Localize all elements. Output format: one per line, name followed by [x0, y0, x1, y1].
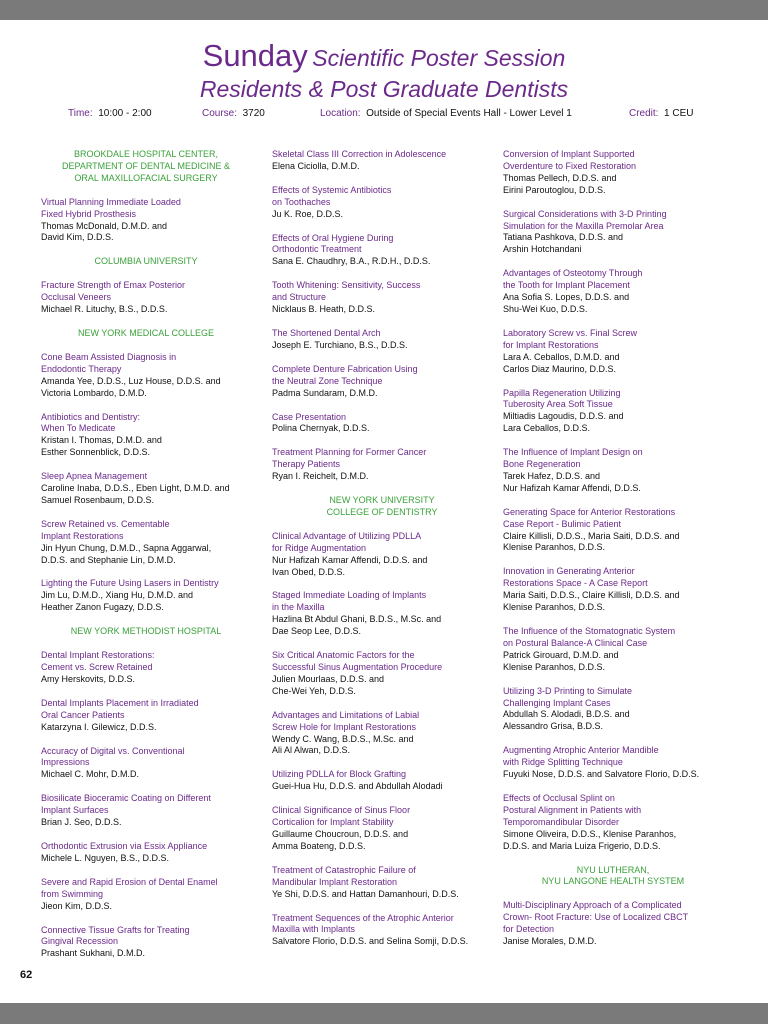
poster-authors: Sana E. Chaudhry, B.A., R.D.H., D.D.S. [272, 256, 431, 267]
poster-authors: Wendy C. Wang, B.D.S., M.Sc. and [272, 733, 414, 744]
poster-title: Advantages and Limitations of Labial [272, 709, 420, 720]
poster-authors: Nur Hafizah Kamar Affendi, D.D.S. [503, 482, 641, 493]
poster-title: Oral Cancer Patients [41, 709, 125, 720]
poster-title: Restorations Space - A Case Report [503, 578, 648, 589]
poster-title: Fixed Hybrid Prosthesis [41, 208, 137, 219]
poster-authors: Jieon Kim, D.D.S. [41, 900, 113, 911]
poster-title: Advantages of Osteotomy Through [503, 268, 643, 279]
poster-title: and Structure [272, 292, 327, 303]
time-info [68, 108, 152, 124]
poster-entry [41, 280, 251, 316]
poster-entry [503, 566, 723, 614]
poster-title: Surgical Considerations with 3-D Printing [503, 208, 667, 219]
poster-authors: Brian J. Seo, D.D.S. [41, 817, 122, 828]
poster-title: Treatment Sequences of the Atrophic Anterior [272, 912, 454, 923]
poster-authors: Esther Sonnenblick, D.D.S. [41, 447, 151, 458]
poster-entry [503, 793, 723, 853]
poster-entry [503, 745, 723, 781]
poster-title: Dental Implant Restorations: [41, 650, 155, 661]
poster-entry [272, 913, 492, 949]
poster-authors: Che-Wei Yeh, D.D.S. [272, 685, 356, 696]
poster-entry [503, 328, 723, 376]
poster-authors: Arshin Hotchandani [503, 244, 582, 255]
poster-authors: D.D.S. and Maria Luiza Frigerio, D.D.S. [503, 840, 661, 851]
poster-authors: Michael R. Lituchy, B.S., D.D.S. [41, 304, 168, 315]
poster-title: the Neutral Zone Technique [272, 375, 383, 386]
poster-title: Conversion of Implant Supported [503, 149, 635, 159]
poster-title: Successful Sinus Augmentation Procedure [272, 662, 443, 672]
poster-entry [41, 793, 251, 829]
top-border-bar [0, 0, 768, 20]
institution-line: ORAL MAXILLOFACIAL SURGERY [74, 172, 218, 183]
course-label: Course: [202, 108, 238, 119]
poster-entry [41, 698, 251, 734]
poster-authors: Miltiadis Lagoudis, D.D.S. and [503, 411, 624, 422]
institution-line: NEW YORK METHODIST HOSPITAL [70, 626, 222, 637]
institution-line: NYU LUTHERAN, [576, 864, 650, 875]
poster-title: The Influence of Implant Design on [503, 447, 643, 458]
poster-entry [272, 328, 492, 352]
poster-authors: Patrick Girouard, D.M.D. and [503, 649, 619, 660]
page-subtitle: Residents & Post Graduate Dentists [199, 76, 569, 102]
poster-authors: Claire Killisli, D.D.S., Maria Saiti, D.D.S. and [503, 530, 680, 541]
poster-title: Skeletal Class III Correction in Adolescence [272, 149, 447, 159]
poster-entry [272, 447, 492, 483]
poster-authors: Shu-Wei Kuo, D.D.S. [503, 303, 588, 314]
poster-authors: Katarzyna I. Gilewicz, D.D.S. [41, 721, 157, 732]
poster-title: Dental Implants Placement in Irradiated [41, 697, 199, 708]
poster-authors: Guillaume Choucroun, D.D.S. and [272, 828, 409, 839]
poster-title: Crown- Root Fracture: Use of Localized CBCT [503, 912, 689, 923]
poster-title: Connective Tissue Grafts for Treating [41, 924, 190, 935]
institution-line: NYU LANGONE HEALTH SYSTEM [541, 876, 685, 887]
credit-label: Credit: [629, 108, 659, 119]
poster-entry [272, 805, 492, 853]
poster-title: Orthodontic Extrusion via Essix Appliance [41, 840, 208, 851]
poster-title: Generating Space for Anterior Restorations [503, 506, 676, 517]
institution-line: BROOKDALE HOSPITAL CENTER, [73, 149, 219, 159]
poster-column-3 [503, 149, 723, 960]
poster-title: for Detection [503, 924, 555, 935]
location-value: Outside of Special Events Hall - Lower Level 1 [366, 108, 572, 119]
poster-entry [41, 352, 251, 400]
poster-title: Treatment Planning for Former Cancer [272, 447, 427, 458]
poster-authors: Klenise Paranhos, D.D.S. [503, 661, 606, 672]
institution-heading [41, 328, 251, 340]
poster-authors: Ye Shi, D.D.S. and Hattan Damanhouri, D.D.S. [272, 888, 459, 899]
poster-title: Augmenting Atrophic Anterior Mandible [503, 745, 659, 756]
poster-entry [41, 578, 251, 614]
poster-title: Utilizing PDLLA for Block Grafting [272, 769, 407, 780]
poster-title: Cone Beam Assisted Diagnosis in [41, 351, 177, 362]
poster-authors: Elena Ciciolla, D.M.D. [272, 160, 360, 171]
poster-entry [272, 233, 492, 269]
poster-authors: D.D.S. and Stephanie Lin, D.M.D. [41, 554, 176, 565]
poster-authors: Ivan Obed, D.D.S. [272, 566, 346, 577]
poster-title: on Postural Balance-A Clinical Case [503, 637, 648, 648]
poster-authors: David Kim, D.D.S. [41, 232, 114, 243]
poster-title: Clinical Significance of Sinus Floor [272, 805, 411, 816]
institution-heading [41, 149, 251, 185]
poster-entry [503, 900, 723, 948]
poster-title: Bone Regeneration [503, 459, 581, 470]
poster-title: Occlusal Veneers [41, 292, 112, 303]
poster-authors: Polina Chernyak, D.D.S. [272, 423, 370, 434]
poster-title: Case Report - Bulimic Patient [503, 518, 622, 529]
poster-entry [503, 686, 723, 734]
credit-info [629, 108, 693, 124]
page-number: 62 [20, 969, 33, 981]
poster-authors: Alessandro Grisa, B.D.S. [503, 721, 604, 732]
institution-heading [272, 495, 492, 519]
poster-authors: Joseph E. Turchiano, B.S., D.D.S. [272, 339, 408, 350]
poster-entry [503, 209, 723, 257]
poster-title: Endodontic Therapy [41, 363, 122, 374]
poster-title: Overdenture to Fixed Restoration [503, 160, 637, 171]
poster-title: Mandibular Implant Restoration [272, 876, 398, 887]
poster-authors: Klenise Paranhos, D.D.S. [503, 602, 606, 613]
poster-authors: Padma Sundaram, D.M.D. [272, 387, 378, 398]
poster-title: Simulation for the Maxilla Premolar Area [503, 220, 664, 231]
title-day: Sunday [202, 38, 308, 73]
poster-authors: Salvatore Florio, D.D.S. and Selina Somji, D.D.S. [272, 936, 469, 947]
poster-authors: Ryan I. Reichelt, D.M.D. [272, 471, 369, 482]
poster-authors: Guei-Hua Hu, D.D.S. and Abdullah Alodadi [272, 781, 443, 792]
poster-entry [41, 471, 251, 507]
poster-title: Six Critical Anatomic Factors for the [272, 650, 415, 661]
poster-authors: Eirini Paroutoglou, D.D.S. [503, 184, 606, 195]
poster-title: Virtual Planning Immediate Loaded [41, 196, 181, 207]
poster-authors: Carlos Diaz Maurino, D.D.S. [503, 363, 617, 374]
poster-authors: Dae Seop Lee, D.D.S. [272, 626, 362, 637]
poster-title: Fracture Strength of Emax Posterior [41, 280, 186, 291]
poster-authors: Lara Ceballos, D.D.S. [503, 423, 591, 434]
poster-title: with Ridge Splitting Technique [503, 757, 623, 768]
poster-authors: Amanda Yee, D.D.S., Luz House, D.D.S. and [41, 375, 221, 386]
poster-title: Laboratory Screw vs. Final Screw [503, 327, 638, 338]
institution-line: NEW YORK MEDICAL COLLEGE [77, 327, 215, 338]
poster-authors: Kristan I. Thomas, D.M.D. and [41, 435, 162, 446]
poster-title: Antibiotics and Dentistry: [41, 411, 141, 422]
poster-title: Clinical Advantage of Utilizing PDLLA [272, 530, 422, 541]
bottom-border-bar [0, 1003, 768, 1024]
poster-authors: Simone Oliveira, D.D.S., Klenise Paranhos, [503, 828, 677, 839]
poster-entry [503, 626, 723, 674]
poster-entry [41, 841, 251, 865]
poster-authors: Prashant Sukhani, D.M.D. [41, 948, 146, 959]
poster-entry [503, 388, 723, 436]
poster-title: Corticalion for Implant Stability [272, 817, 394, 828]
poster-authors: Janise Morales, D.M.D. [503, 936, 597, 947]
poster-entry [272, 185, 492, 221]
poster-entry [41, 925, 251, 961]
institution-line: DEPARTMENT OF DENTAL MEDICINE & [61, 160, 231, 171]
poster-entry [272, 149, 492, 173]
poster-entry [272, 412, 492, 436]
poster-title: Temporomandibular Disorder [503, 816, 620, 827]
poster-entry [41, 197, 251, 245]
poster-entry [272, 710, 492, 758]
poster-authors: Michael C. Mohr, D.M.D. [41, 769, 140, 780]
poster-title: Implant Restorations [41, 530, 124, 541]
poster-title: Multi-Disciplinary Approach of a Complicated [503, 900, 682, 911]
poster-title: Cement vs. Screw Retained [41, 662, 153, 672]
poster-title: Effects of Occlusal Splint on [503, 792, 615, 803]
poster-title: Gingival Recession [41, 936, 119, 947]
poster-authors: Hazlina Bt Abdul Ghani, B.D.S., M.Sc. and [272, 614, 442, 625]
poster-title: The Shortened Dental Arch [272, 327, 381, 338]
credit-value: 1 CEU [664, 108, 694, 119]
poster-title: in the Maxilla [272, 602, 325, 613]
poster-authors: Nur Hafizah Kamar Affendi, D.D.S. and [272, 554, 428, 565]
poster-title: Papilla Regeneration Utilizing [503, 387, 621, 398]
poster-title: Lighting the Future Using Lasers in Dentistry [41, 578, 219, 589]
poster-column-2 [272, 149, 492, 960]
poster-entry [272, 590, 492, 638]
poster-entry [41, 650, 251, 686]
course-info [202, 108, 265, 124]
poster-authors: Michele L. Nguyen, B.S., D.D.S. [41, 852, 170, 863]
poster-title: Maxilla with Implants [272, 924, 356, 935]
poster-title: the Tooth for Implant Placement [503, 280, 630, 291]
poster-title: Case Presentation [272, 411, 347, 422]
poster-authors: Heather Zanon Fugazy, D.D.S. [41, 602, 164, 613]
poster-title: When To Medicate [41, 423, 116, 434]
poster-authors: Thomas McDonald, D.M.D. and [41, 220, 168, 231]
poster-title: Screw Hole for Implant Restorations [272, 721, 417, 732]
poster-authors: Amma Boateng, D.D.S. [272, 840, 366, 851]
poster-title: Sleep Apnea Management [41, 471, 148, 482]
poster-authors: Maria Saiti, D.D.S., Claire Killisli, D.D.S. and [503, 590, 680, 601]
institution-line: COLLEGE OF DENTISTRY [326, 506, 438, 517]
poster-authors: Thomas Pellech, D.D.S. and [503, 172, 617, 183]
poster-entry [41, 877, 251, 913]
location-label: Location: [320, 108, 361, 119]
poster-authors: Nicklaus B. Heath, D.D.S. [272, 304, 376, 315]
poster-entry [272, 865, 492, 901]
poster-title: Orthodontic Treatment [272, 244, 362, 255]
poster-title: Utilizing 3-D Printing to Simulate [503, 685, 633, 696]
institution-heading [503, 865, 723, 889]
poster-authors: Samuel Rosenbaum, D.D.S. [41, 494, 155, 505]
poster-authors: Abdullah S. Alodadi, B.D.S. and [503, 709, 630, 720]
poster-title: Innovation in Generating Anterior [503, 566, 635, 577]
poster-title: for Ridge Augmentation [272, 542, 367, 553]
poster-entry [503, 268, 723, 316]
course-value: 3720 [242, 108, 265, 119]
title-session: Scientific Poster Session [312, 45, 566, 71]
poster-title: Tooth Whitening: Sensitivity, Success [272, 280, 421, 291]
poster-title: Tuberosity Area Soft Tissue [503, 399, 613, 410]
institution-line: NEW YORK UNIVERSITY [329, 495, 435, 506]
poster-authors: Caroline Inaba, D.D.S., Eben Light, D.M.D. and [41, 483, 230, 494]
poster-title: Postural Alignment in Patients with [503, 804, 642, 815]
poster-title: Impressions [41, 757, 90, 768]
poster-title: Screw Retained vs. Cementable [41, 518, 170, 529]
poster-entry [272, 650, 492, 698]
institution-heading [41, 626, 251, 638]
poster-title: Effects of Systemic Antibiotics [272, 184, 392, 195]
poster-entry [272, 531, 492, 579]
poster-authors: Tarek Hafez, D.D.S. and [503, 470, 601, 481]
poster-authors: Amy Herskovits, D.D.S. [41, 673, 136, 684]
poster-authors: Klenise Paranhos, D.D.S. [503, 542, 606, 553]
poster-authors: Jin Hyun Chung, D.M.D., Sapna Aggarwal, [41, 542, 212, 553]
poster-entry [272, 769, 492, 793]
poster-authors: Lara A. Ceballos, D.M.D. and [503, 351, 620, 362]
poster-authors: Fuyuki Nose, D.D.S. and Salvatore Florio, D.D.S. [503, 769, 700, 780]
poster-entry [272, 280, 492, 316]
poster-authors: Ali Al Alwan, D.D.S. [272, 745, 351, 756]
poster-column-1 [41, 149, 251, 972]
time-value: 10:00 - 2:00 [98, 108, 152, 119]
poster-title: Treatment of Catastrophic Failure of [272, 864, 416, 875]
poster-entry [41, 519, 251, 567]
time-label: Time: [68, 108, 93, 119]
poster-entry [503, 507, 723, 555]
institution-line: COLUMBIA UNIVERSITY [94, 256, 198, 267]
poster-title: The Influence of the Stomatognatic System [503, 626, 676, 636]
poster-entry [503, 149, 723, 197]
poster-authors: Ana Sofia S. Lopes, D.D.S. and [503, 292, 630, 303]
poster-title: on Toothaches [272, 196, 331, 207]
poster-authors: Ju K. Roe, D.D.S. [272, 208, 344, 219]
poster-entry [41, 746, 251, 782]
poster-title: Challenging Implant Cases [503, 697, 611, 708]
poster-title: Accuracy of Digital vs. Conventional [41, 745, 185, 756]
poster-entry [272, 364, 492, 400]
poster-authors: Victoria Lombardo, D.M.D. [41, 387, 147, 398]
poster-entry [503, 447, 723, 495]
poster-authors: Tatiana Pashkova, D.D.S. and [503, 232, 624, 243]
poster-title: Biosilicate Bioceramic Coating on Different [41, 793, 211, 804]
poster-title: Therapy Patients [272, 459, 341, 470]
poster-entry [41, 412, 251, 460]
institution-heading [41, 256, 251, 268]
poster-authors: Julien Mourlaas, D.D.S. and [272, 673, 385, 684]
poster-title: Severe and Rapid Erosion of Dental Enamel [41, 876, 218, 887]
poster-title: for Implant Restorations [503, 339, 599, 350]
poster-title: Complete Denture Fabrication Using [272, 363, 418, 374]
poster-title: from Swimming [41, 888, 104, 899]
location-info [320, 108, 572, 124]
poster-title: Staged Immediate Loading of Implants [272, 590, 427, 601]
poster-title: Effects of Oral Hygiene During [272, 232, 394, 243]
poster-title: Implant Surfaces [41, 805, 109, 816]
poster-authors: Jim Lu, D.M.D., Xiang Hu, D.M.D. and [41, 590, 194, 601]
